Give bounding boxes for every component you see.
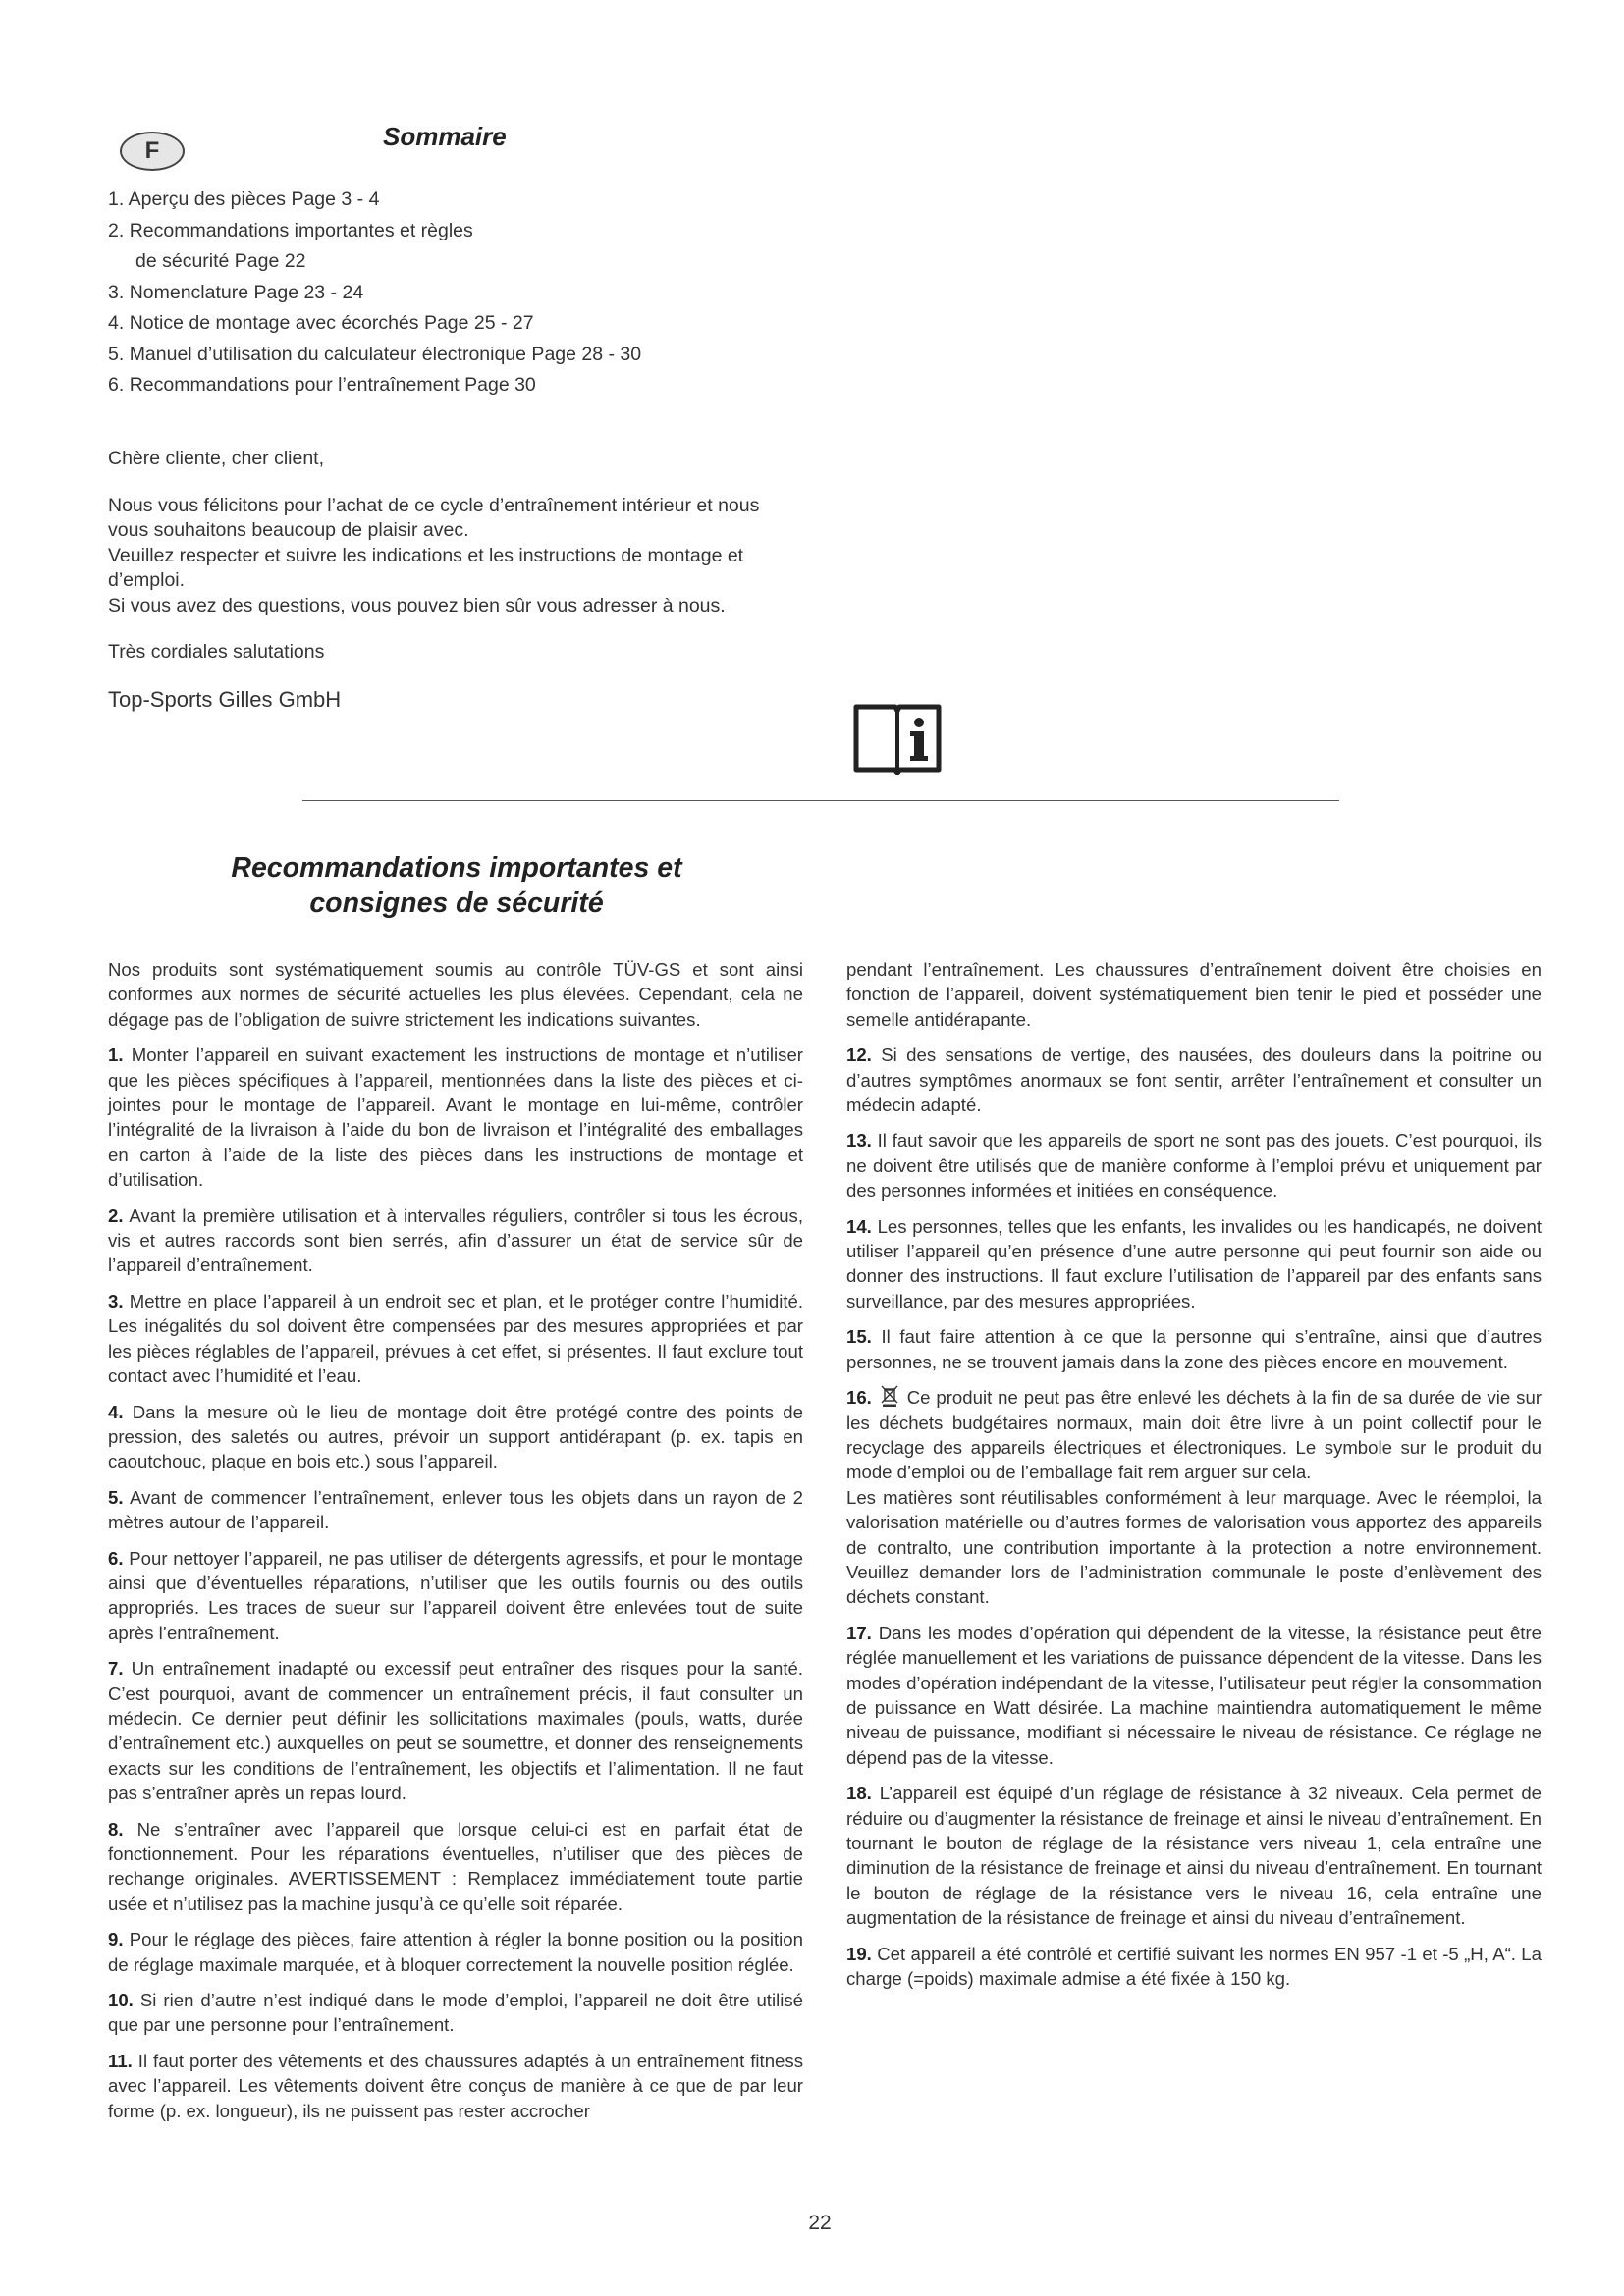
safety-item: 16. Ce produit ne peut pas être enlevé les déchets à la fin de sa durée de vie sur les déchets budgétaires normaux, main doit être livre à un point collectif pour le recyclage des appareils électriques et électroniques. Le symbole sur le produit du mode d’emploi ou de l’emballage fait rem arguer sur cela.: [846, 1387, 1543, 1483]
safety-item: 4. Dans la mesure où le lieu de montage doit être protégé contre des points de pression, des saletés ou autres, prévoir un support antidérapant (p. ex. tapis en caoutchouc, plaque en bois etc.) sous l’appareil.: [108, 1401, 803, 1472]
toc-item: 6. Recommandations pour l’entraînement Page 30: [108, 374, 536, 396]
safety-item: 2. Avant la première utilisation et à intervalles réguliers, contrôler si tous les écrous, vis et autres raccords sont bien serrés, afin d’assurer un état de service sûr de l’appareil d’entraînement.: [108, 1204, 803, 1276]
toc-title: Sommaire: [383, 122, 507, 151]
company-name: Top-Sports Gilles GmbH: [108, 686, 342, 712]
letter-closing: Très cordiales salutations: [108, 641, 325, 663]
intro-paragraph: Nos produits sont systématiquement soumis au contrôle TÜV-GS et sont ainsi conformes aux normes de sécurité actuelles les plus élevées. Cependant, cela ne dégage pas de l’obligation de suivre strictement les indications suivantes.: [108, 959, 803, 1030]
toc-item: 2. Recommandations importantes et règles de sécurité Page 22: [108, 219, 473, 272]
safety-item: 10. Si rien d’autre n’est indiqué dans le mode d’emploi, l’appareil ne doit être utilisé que par une personne pour l’entraînement.: [108, 1990, 803, 2036]
safety-item: 13. Il faut savoir que les appareils de sport ne sont pas des jouets. C’est pourquoi, ils ne doivent être utilisés que de manière conforme à l’emploi prévu et uniquement par des personnes informées et initiées en conséquence.: [846, 1130, 1542, 1201]
safety-item-continued: pendant l’entraînement. Les chaussures d’entraînement doivent être choisies en fonction de l’appareil, doivent systématiquement bien tenir le pied et posséder une semelle antidérapante.: [846, 959, 1542, 1030]
safety-item: 17. Dans les modes d’opération qui dépendent de la vitesse, la résistance peut être réglée manuellement et les variations de puissance dépendent de la vitesse. Dans les modes d’opération indépendant de la vitesse, l’utilisateur peut régler la consommation de puissance en Watt désirée. La machine maintiendra automatiquement le même niveau de puissance, modifiant si nécessaire le niveau de résistance. Ce réglage ne dépend pas de la vitesse.: [846, 1622, 1542, 1768]
safety-item: 15. Il faut faire attention à ce que la personne qui s’entraîne, ainsi que d’autres personnes, ne se trouvent jamais dans la zone des pièces encore en mouvement.: [846, 1326, 1542, 1372]
letter-salutation: Chère cliente, cher client,: [108, 448, 325, 469]
safety-item: 1. Monter l’appareil en suivant exactement les instructions de montage et n’utiliser que les pièces spécifiques à l’appareil, mentionnées dans la liste des pièces et ci-jointes pour le montage de l’appareil. Avant le montage en lui-même, contrôler l’intégralité de la livraison à l’aide du bon de livraison et l’intégralité des emballages en carton à l’aide de la liste des pièces dans les instructions de montage et d’utilisation.: [108, 1044, 803, 1191]
letter-body: Si vous avez des questions, vous pouvez bien sûr vous adresser à nous.: [108, 594, 726, 616]
language-badge: F: [120, 132, 185, 171]
letter-body: Veuillez respecter et suivre les indications et les instructions de montage et d’emploi.: [108, 544, 744, 591]
left-column: [108, 957, 803, 2123]
safety-item: 9. Pour le réglage des pièces, faire attention à régler la bonne position ou la position de réglage maximale marquée, et à bloquer correctement la nouvelle position réglée.: [108, 1929, 803, 1975]
safety-item: 5. Avant de commencer l’entraînement, enlever tous les objets dans un rayon de 2 mètres autour de l’appareil.: [108, 1486, 804, 1533]
table-of-contents: [108, 185, 854, 401]
safety-item: 8. Ne s’entraîner avec l’appareil que lorsque celui-ci est en parfait état de fonctionnement. Pour les réparations éventuelles, n’utiliser que des pièces de rechange originales. AVERTISSEMENT : Remplacez immédiatement toute partie usée et n’utilisez pas la machine jusqu’à ce qu’elle soit réparée.: [108, 1818, 803, 1914]
safety-item: 6. Pour nettoyer l’appareil, ne pas utiliser de détergents agressifs, et pour le montage ainsi que d’éventuelles réparations, n’utiliser que les outils fournis ou des outils appropriés. Les traces de sueur sur l’appareil doivent être enlevées tout de suite après l’entraînement.: [108, 1547, 803, 1643]
safety-item: 14. Les personnes, telles que les enfants, les invalides ou les handicapés, ne doivent utiliser l’appareil qu’en présence d’une autre personne qui peut fournir son aide ou donner des instructions. Il faut exclure l’utilisation de l’appareil par des enfants sans surveillance, par des mesures appropriées.: [846, 1215, 1542, 1311]
toc-item: 5. Manuel d’utilisation du calculateur électronique Page 28 - 30: [108, 343, 642, 365]
right-column: [846, 957, 1542, 2002]
safety-item: 7. Un entraînement inadapté ou excessif peut entraîner des risques pour la santé. C’est pourquoi, avant de commencer un entraînement précis, il faut consulter un médecin. Ce dernier peut définir les sollicitations maximales (pouls, watts, durée d’entraînement etc.) auxquelles on peut se soumettre, et donner des renseignements exacts sur les conditions de l’entraînement, les objectifs et l’alimentation. Il ne faut pas s’entraîner après un repas lourd.: [108, 1658, 803, 1804]
section-title: Recommandations importantes et consignes de sécurité: [231, 852, 682, 919]
safety-item-continued: Les matières sont réutilisables conformément à leur marquage. Avec le réemploi, la valorisation matérielle ou d’autres formes de valorisation vous apportez des appareils de contralto, une contribution importante à la protection a notre environnement. Veuillez demander lors de l’administration communale le poste d’enlèvement des déchets constant.: [846, 1486, 1542, 1608]
safety-item: 3. Mettre en place l’appareil à un endroit sec et plan, et le protéger contre l’humidité. Les inégalités du sol doivent être compensées par des mesures appropriées et par les pièces réglables de l’appareil, prévues à cet effet, si présentes. Il faut exclure tout contact avec l’humidité et l’eau.: [108, 1290, 803, 1387]
toc-item: 1. Aperçu des pièces Page 3 - 4: [108, 188, 380, 210]
letter-body: Nous vous félicitons pour l’achat de ce cycle d’entraînement intérieur et nous vous souhaitons beaucoup de plaisir avec.: [108, 494, 760, 541]
toc-item: 4. Notice de montage avec écorchés Page 25 - 27: [108, 312, 534, 334]
crossed-bin-icon: [880, 1385, 899, 1407]
section-divider: [302, 800, 1339, 801]
welcome-letter: [108, 447, 795, 733]
page-number: 22: [808, 2212, 832, 2234]
safety-item: 19. Cet appareil a été contrôlé et certifié suivant les normes EN 957 -1 et -5 „H, A“. La charge (=poids) maximale admise a été fixée à 150 kg.: [846, 1943, 1542, 1990]
safety-item: 12. Si des sensations de vertige, des nausées, des douleurs dans la poitrine ou d’autres symptômes anormaux se font sentir, arrêter l’entraînement et consulter un médecin adapté.: [846, 1044, 1542, 1116]
book-info-icon: [852, 695, 943, 775]
toc-item: 3. Nomenclature Page 23 - 24: [108, 281, 364, 303]
safety-item: 11. Il faut porter des vêtements et des chaussures adaptés à un entraînement fitness avec l’appareil. Les vêtements doivent être conçus de manière à ce que de par leur forme (p. ex. longueur), ils ne puissent pas rester accrocher: [108, 2050, 803, 2121]
safety-item: 18. L’appareil est équipé d’un réglage de résistance à 32 niveaux. Cela permet de réduire ou d’augmenter la résistance de freinage et ainsi le niveau d’entraînement. En tournant le bouton de réglage de la résistance vers niveau 1, cela entraîne une diminution de la résistance de freinage et ainsi du niveau d’entraînement. En tournant le bouton de réglage de la résistance vers le niveau 16, cela entraîne une augmentation de la résistance de freinage et ainsi du niveau d’entraînement.: [846, 1783, 1542, 1929]
